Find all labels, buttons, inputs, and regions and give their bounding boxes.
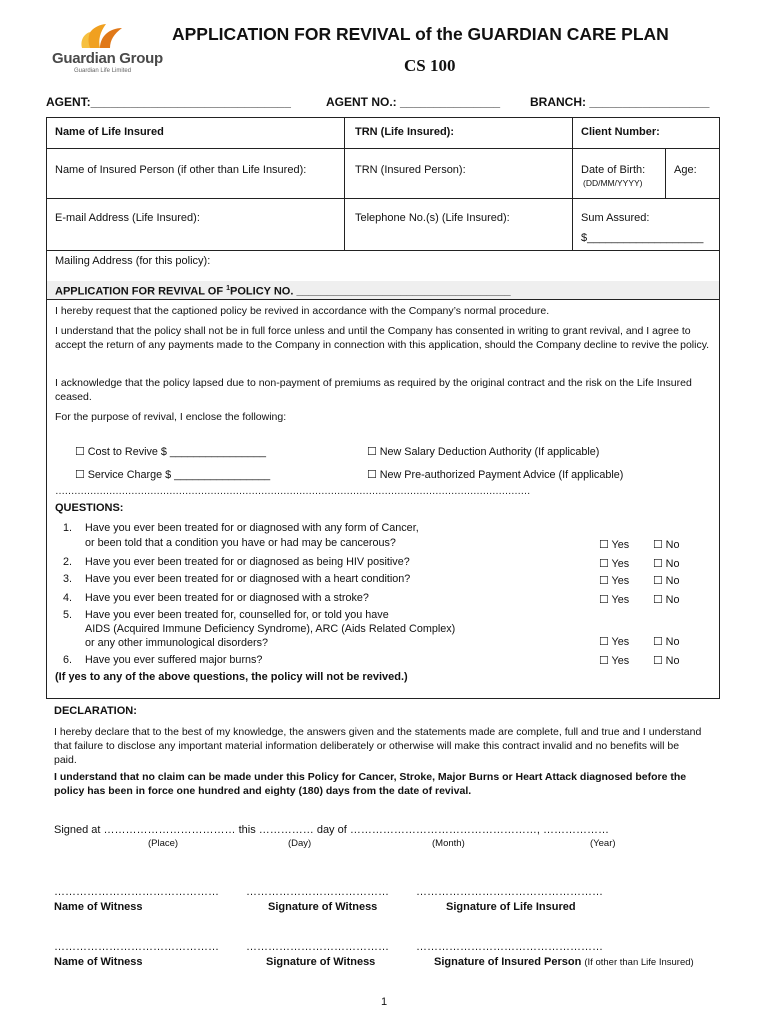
logo-name: Guardian Group [52,50,163,67]
name-insured-person-field[interactable]: Name of Insured Person (if other than Life Insured): [55,164,307,176]
questions-heading: QUESTIONS: [55,502,124,514]
q5-no-checkbox[interactable]: ☐ No [653,636,680,648]
question-number: 6. [63,654,73,666]
q2-no-checkbox[interactable]: ☐ No [653,558,680,570]
dob-format-hint: (DD/MM/YYYY) [583,178,643,188]
revival-paragraph-1: I hereby request that the captioned policy be revived in accordance with the Company’s normal procedure. [55,305,550,317]
guardian-logo [44,20,163,80]
year-caption: (Year) [590,838,616,849]
name-of-witness-label: Name of Witness [54,901,143,913]
q2-yes-checkbox[interactable]: ☐ Yes [599,558,630,570]
q5-yes-checkbox[interactable]: ☐ Yes [599,636,630,648]
q3-yes-checkbox[interactable]: ☐ Yes [599,575,630,587]
witness-1-signature-line[interactable]: ………………………………… [246,886,389,898]
trn-insured-person-field[interactable]: TRN (Insured Person): [355,164,466,176]
telephone-field[interactable]: Telephone No.(s) (Life Insured): [355,212,510,224]
trn-life-insured-field[interactable]: TRN (Life Insured): [355,126,454,138]
question-1-line-2: or been told that a condition you have or had may be cancerous? [85,537,396,549]
day-caption: (Day) [288,838,312,849]
declaration-paragraph-2: I understand that no claim can be made under this Policy for Cancer, Stroke, Major Burns or Heart Attack diagnosed before the policy has been in force one hundred and eighty (180) days from the date of revival. [54,771,687,797]
form-code: CS 100 [404,56,456,75]
question-number: 3. [63,573,73,585]
life-insured-signature-line[interactable]: …………………………………………… [416,886,603,898]
witness-2-signature-line[interactable]: ………………………………… [246,941,389,953]
q1-no-checkbox[interactable]: ☐ No [653,539,680,551]
form-box [46,117,720,699]
date-of-birth-field[interactable]: Date of Birth: [581,164,646,176]
question-2: Have you ever been treated for or diagnosed as being HIV positive? [85,556,410,568]
question-5-line-3: or any other immunological disorders? [85,637,269,649]
page-number: 1 [381,996,388,1008]
salary-deduction-checkbox[interactable]: ☐ New Salary Deduction Authority (If applicable) [367,446,600,458]
name-of-witness-label: Name of Witness [54,956,143,968]
question-3: Have you ever been treated for or diagnosed with a heart condition? [85,573,411,585]
question-number: 1. [63,522,73,534]
sum-assured-field[interactable]: Sum Assured: [581,212,650,224]
q6-yes-checkbox[interactable]: ☐ Yes [599,655,630,667]
declaration-heading: DECLARATION: [54,705,137,717]
witness-1-name-line[interactable]: ……………………………………… [54,886,219,898]
declaration-paragraph-1: I hereby declare that to the best of my knowledge, the answers given and the statements made are complete, full and true and I understand that failure to disclose any important material information deliberately or otherwise will make this contract invalid and no benefits will be paid. [54,726,702,766]
signature-insured-person-label: Signature of Insured Person (If other than Life Insured) [434,956,694,968]
agent-no-field[interactable]: AGENT NO.: _______________ [326,95,501,109]
question-4: Have you ever been treated for or diagnosed with a stroke? [85,592,369,604]
email-field[interactable]: E-mail Address (Life Insured): [55,212,200,224]
question-5-line-1: Have you ever been treated for, counselled for, or told you have [85,609,389,621]
branch-field[interactable]: BRANCH: __________________ [530,95,710,109]
dotted-separator: …………………………………………………………………………………………………………………………………… [55,486,530,497]
question-1-line-1: Have you ever been treated for or diagnosed with any form of Cancer, [85,522,419,534]
question-number: 4. [63,592,73,604]
revival-heading: APPLICATION FOR REVIVAL OF $^1$POLICY NO. ___________________________________ [55,285,511,298]
signature-of-witness-label: Signature of Witness [266,956,376,968]
signature-life-insured-label: Signature of Life Insured [446,901,576,913]
q3-no-checkbox[interactable]: ☐ No [653,575,680,587]
q6-no-checkbox[interactable]: ☐ No [653,655,680,667]
client-number-field[interactable]: Client Number: [581,126,660,138]
questions-note: (If yes to any of the above questions, the policy will not be revived.) [55,671,408,683]
q4-no-checkbox[interactable]: ☐ No [653,594,680,606]
q1-yes-checkbox[interactable]: ☐ Yes [599,539,630,551]
agent-field[interactable]: AGENT:______________________________ [46,95,291,109]
revival-paragraph-2: I understand that the policy shall not be in full force unless and until the Company has consented in writing to grant revival, and I agree to accept the return of any payments made to the Company in connection with this application, should the Company decline to revive the policy. [55,325,710,351]
question-6: Have you ever suffered major burns? [85,654,263,666]
signed-at-line[interactable]: Signed at ……………………………… this …………… day of ……………………………………………, ……………… [54,824,609,836]
place-caption: (Place) [148,838,179,849]
insured-person-signature-line[interactable]: …………………………………………… [416,941,603,953]
revival-paragraph-3: I acknowledge that the policy lapsed due to non-payment of premiums as required by the original contract and the risk on the Life Insured ceased. [55,377,692,403]
service-charge-checkbox[interactable]: ☐ Service Charge $ ________________ [75,469,271,481]
cost-to-revive-checkbox[interactable]: ☐ Cost to Revive $ ________________ [75,446,266,458]
age-field[interactable]: Age: [674,164,697,176]
question-number: 5. [63,609,73,621]
signature-of-witness-label: Signature of Witness [268,901,378,913]
month-caption: (Month) [432,838,465,849]
witness-2-name-line[interactable]: ……………………………………… [54,941,219,953]
q4-yes-checkbox[interactable]: ☐ Yes [599,594,630,606]
revival-paragraph-4: For the purpose of revival, I enclose the following: [55,411,287,423]
form-title: APPLICATION FOR REVIVAL of the GUARDIAN CARE PLAN [172,24,669,44]
pre-authorized-payment-checkbox[interactable]: ☐ New Pre-authorized Payment Advice (If applicable) [367,469,624,481]
logo-subtitle: Guardian Life Limited [74,68,132,74]
question-5-line-2: AIDS (Acquired Immune Deficiency Syndrome), ARC (Aids Related Complex) [85,623,456,635]
mailing-address-field[interactable]: Mailing Address (for this policy): [55,255,211,267]
sum-assured-line[interactable]: $___________________ [581,232,704,244]
question-number: 2. [63,556,73,568]
name-life-insured-field[interactable]: Name of Life Insured [55,126,164,138]
